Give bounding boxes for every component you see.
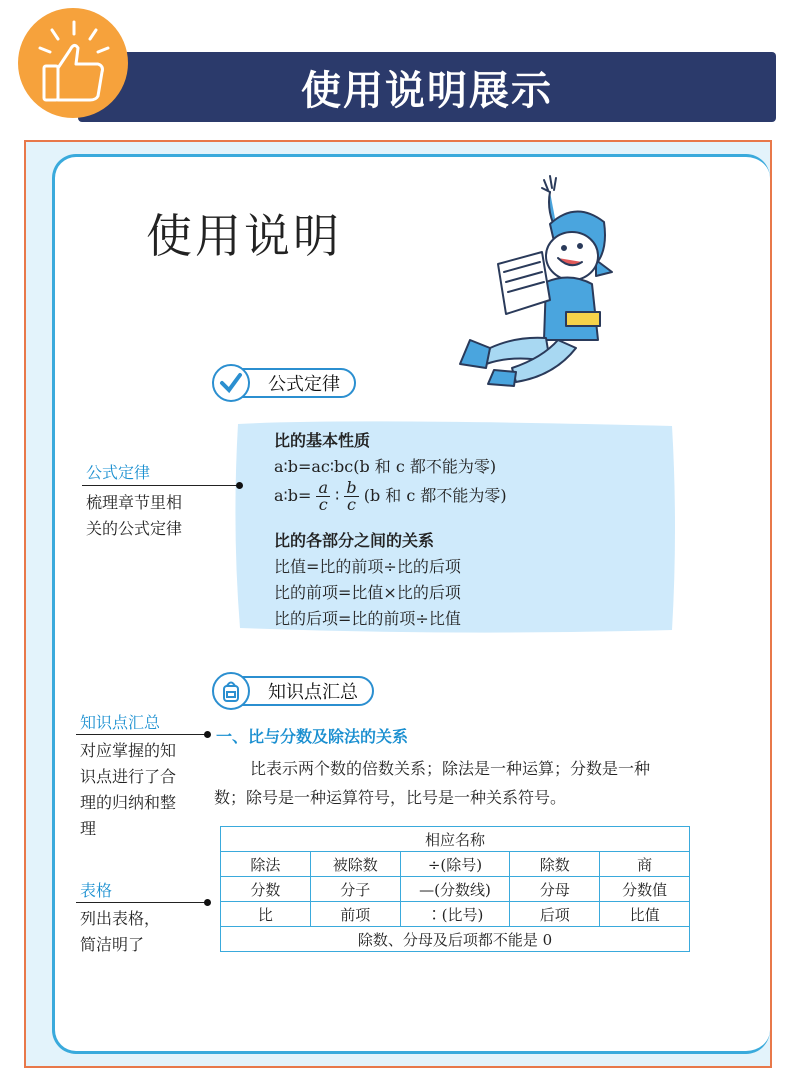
table-cell: 比值 [600, 902, 690, 927]
table-cell: 分数 [221, 877, 311, 902]
thumbs-up-icon [18, 8, 128, 118]
annotation-dot-formula [236, 482, 243, 489]
table-header-cell: 相应名称 [221, 827, 690, 852]
table-cell: —(分数线) [400, 877, 510, 902]
formula-2-mid: ∶ [335, 486, 340, 505]
formula-2-prefix: a∶b= [274, 486, 312, 505]
table-cell: 前项 [310, 902, 400, 927]
formula-line-2 [274, 480, 507, 513]
header-title: 使用说明展示 [301, 67, 553, 114]
table-row [221, 852, 690, 877]
fraction-a-over-c [316, 480, 330, 513]
annotation-leader-knowledge [76, 734, 206, 735]
knowledge-body-line-2: 数；除号是一种运算符号，比号是一种关系符号。 [214, 788, 567, 807]
frac-numerator-b: b [346, 478, 357, 497]
annotation-line: 理的归纳和整 [80, 793, 177, 812]
table-cell: 除数 [510, 852, 600, 877]
annotation-line: 理 [80, 819, 97, 838]
frac-denominator-c2: c [347, 495, 356, 514]
annotation-dot-table [204, 899, 211, 906]
table-cell: 被除数 [310, 852, 400, 877]
annotation-line: 关的公式定律 [86, 519, 183, 538]
table-cell: ∶(比号) [400, 902, 510, 927]
table-cell: 后项 [510, 902, 600, 927]
table-header-row [221, 827, 690, 852]
knowledge-title: 一、比与分数及除法的关系 [216, 727, 409, 746]
table-cell: ÷(除号) [400, 852, 510, 877]
annotation-title-knowledge: 知识点汇总 [80, 713, 161, 732]
annotation-title-formula: 公式定律 [86, 463, 151, 482]
table-cell: 分子 [310, 877, 400, 902]
annotation-text-knowledge [80, 738, 176, 842]
backpack-icon [212, 672, 250, 710]
annotation-line: 对应掌握的知 [80, 741, 177, 760]
annotation-text-formula [86, 490, 182, 542]
section-label-formula: 公式定律 [268, 374, 340, 395]
table-cell: 除法 [221, 852, 311, 877]
frac-numerator-a: a [318, 478, 328, 497]
annotation-line: 简洁明了 [80, 935, 145, 954]
formula-relation-2: 比的前项=比值×比的后项 [274, 583, 461, 602]
table-footer-cell: 除数、分母及后项都不能是 0 [221, 927, 690, 952]
formula-2-suffix: (b 和 c 都不能为零) [363, 486, 507, 505]
table-cell: 比 [221, 902, 311, 927]
formula-line-1: a∶b=ac∶bc(b 和 c 都不能为零) [274, 457, 497, 476]
table-row [221, 902, 690, 927]
section-label-knowledge: 知识点汇总 [268, 682, 358, 703]
annotation-line: 梳理章节里相 [86, 493, 183, 512]
annotation-text-table [80, 906, 160, 958]
formula-relation-3: 比的后项=比的前项÷比值 [274, 609, 461, 628]
annotation-line: 识点进行了合 [80, 767, 177, 786]
annotation-leader-formula [82, 485, 238, 486]
formula-relation-1: 比值=比的前项÷比的后项 [274, 557, 461, 576]
formula-heading-2: 比的各部分之间的关系 [274, 531, 435, 550]
annotation-leader-table [76, 902, 206, 903]
page-title: 使用说明 [146, 209, 342, 263]
student-illustration [446, 172, 616, 388]
table-cell: 分数值 [600, 877, 690, 902]
relation-table [220, 826, 690, 952]
fraction-b-over-c [344, 480, 358, 513]
formula-heading-1: 比的基本性质 [274, 431, 371, 450]
annotation-dot-knowledge [204, 731, 211, 738]
table-footer-row [221, 927, 690, 952]
table-cell: 分母 [510, 877, 600, 902]
knowledge-body-line-1: 比表示两个数的倍数关系；除法是一种运算；分数是一种 [250, 759, 651, 778]
checkmark-icon [212, 364, 250, 402]
annotation-title-table: 表格 [80, 881, 113, 900]
annotation-line: 列出表格， [80, 909, 161, 928]
table-row [221, 877, 690, 902]
frac-denominator-c: c [318, 495, 328, 514]
table-cell: 商 [600, 852, 690, 877]
